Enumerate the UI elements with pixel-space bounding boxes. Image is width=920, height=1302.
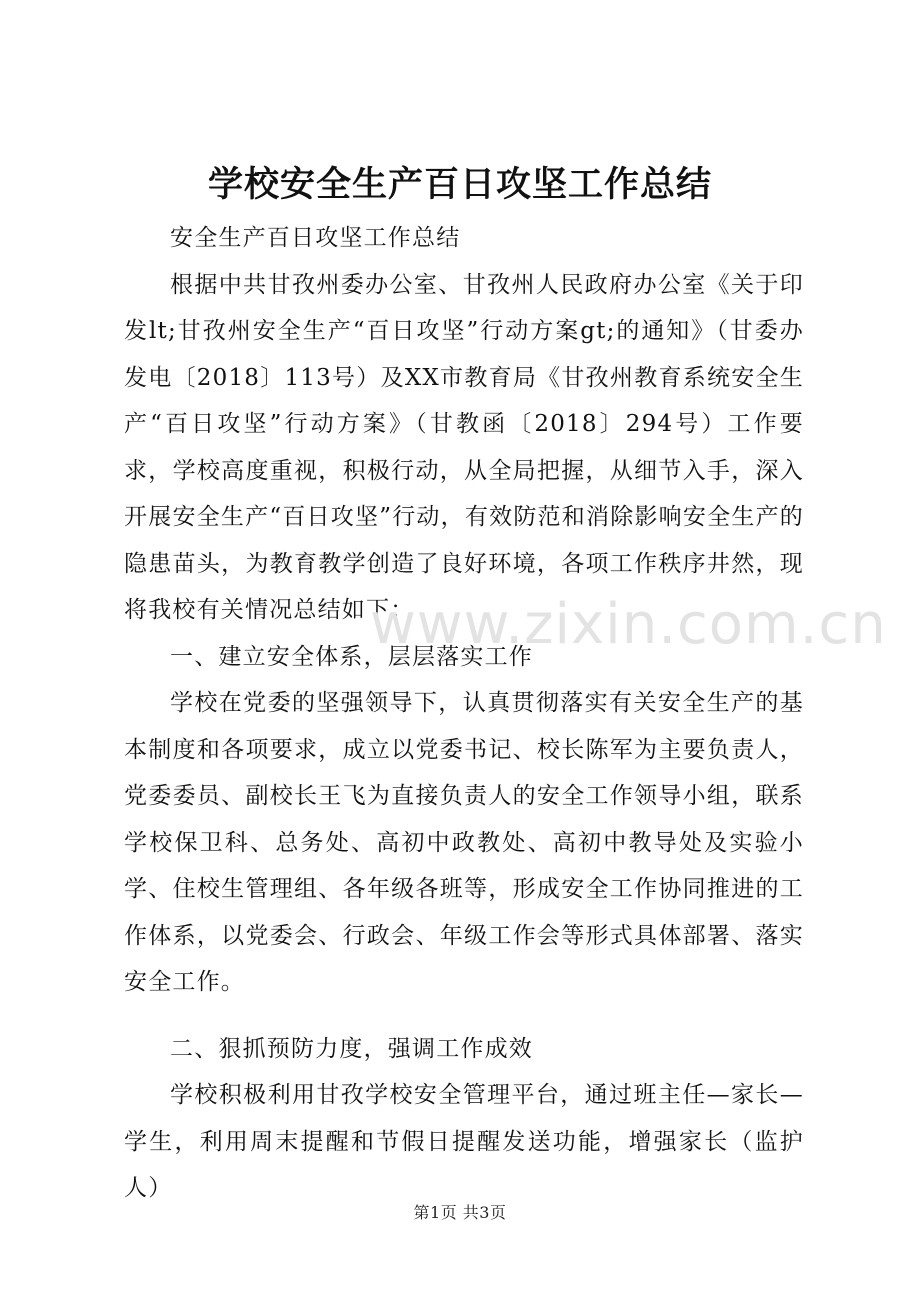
- document-subtitle: 安全生产百日攻坚工作总结: [170, 225, 461, 251]
- section-heading-1: 一、建立安全体系，层层落实工作: [170, 643, 533, 670]
- page-footer: 第1页 共3页: [413, 1203, 507, 1222]
- document-title: 学校安全生产百日攻坚工作总结: [207, 164, 712, 205]
- paragraph-gap: [124, 1006, 804, 1026]
- paragraph-intro: 根据中共甘孜州委办公室、甘孜州人民政府办公室《关于印发lt;甘孜州安全生产“百日攻坚”行动方案gt;的通知》（甘委办发电〔2018〕113号）及XX市教育局《甘孜州教育系统安全生产“百日攻坚”行动方案》（甘教函〔2018〕294号）工作要求，学校高度重视，积极行动，从全局把握，从细节入手，深入开展安全生产“百日攻坚”行动，有效防范和消除影响安全生产的隐患苗头，为教育教学创造了良好环境，各项工作秩序井然，现将我校有关情况总结如下：: [124, 271, 804, 623]
- paragraph-section-2: 学校积极利用甘孜学校安全管理平台，通过班主任—家长—学生，利用周末提醒和节假日提醒发送功能，增强家长（监护人）: [124, 1082, 804, 1201]
- watermark: www.zixin.com.cn: [370, 592, 887, 657]
- paragraph-section-1: 学校在党委的坚强领导下，认真贯彻落实有关安全生产的基本制度和各项要求，成立以党委书记、校长陈军为主要负责人，党委委员、副校长王飞为直接负责人的安全工作领导小组，联系学校保卫科、总务处、高初中政教处、高初中教导处及实验小学、住校生管理组、各年级各班等，形成安全工作协同推进的工作体系，以党委会、行政会、年级工作会等形式具体部署、落实安全工作。: [124, 690, 804, 995]
- document-body: [124, 215, 804, 1212]
- section-heading-2: 二、狠抓预防力度，强调工作成效: [170, 1035, 533, 1062]
